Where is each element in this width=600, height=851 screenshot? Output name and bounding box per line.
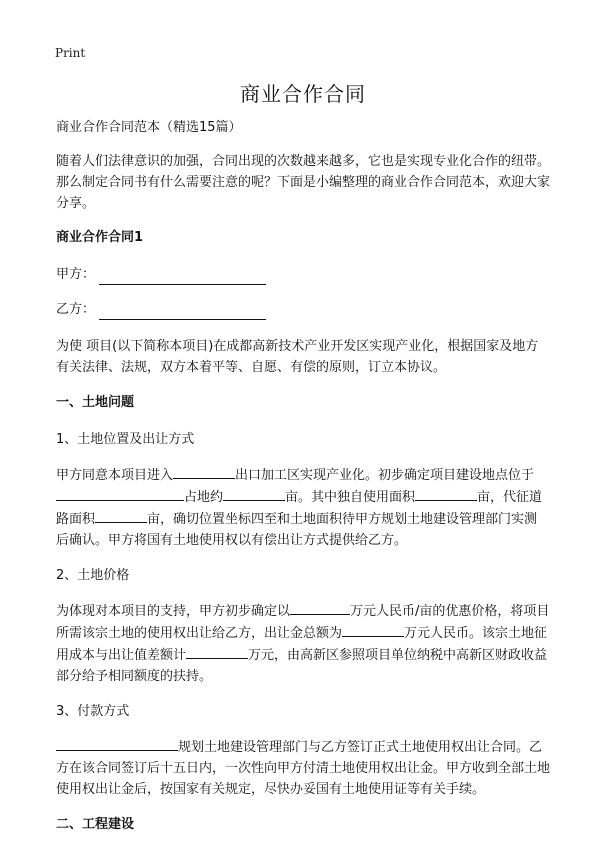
text-run: 规划土地建设管理部门与乙方签订正式土地使用权出让合同。乙方在该合同签订后十五日内，一次性向甲方付清土地使用权出让金。甲方收到全部土地使用权出让金后，按国家有关规定，尽快办妥国有土地使用证等有关手续。: [56, 740, 551, 797]
text-run: 万元，由高新区参照项目单位纳税中高新区财政收益部分给予相同额度的扶持。: [56, 648, 548, 684]
text-run: 出口加工区实现产业化。初步确定项目建设地点位于: [235, 468, 535, 483]
party-a-blank: [99, 267, 266, 285]
text-run: 万元人民币/亩的优惠价格，将项目所需该宗土地的使用权出让给乙方，出让金总额为: [56, 604, 550, 641]
party-b-label: 乙方：: [56, 302, 96, 317]
intro-paragraph: 随着人们法律意识的加强，合同出现的次数越来越多，它也是实现专业化合作的纽带。那么制定合同书有什么需要注意的呢？下面是小编整理的商业合作合同范本，欢迎大家分享。: [56, 154, 551, 211]
blank-line: [56, 736, 178, 751]
text-run: 亩，代征道路面积: [56, 490, 543, 527]
text-run: 为体现对本项目的支持，甲方初步确定以: [56, 604, 291, 619]
subsection-payment-heading: 3、付款方式: [56, 704, 130, 719]
contract-heading: 商业合作合同1: [56, 230, 144, 245]
blank-line: [56, 486, 184, 501]
print-link[interactable]: Print: [55, 46, 86, 60]
text-run: 亩。其中独自使用面积: [285, 490, 416, 505]
blank-line: [342, 622, 404, 637]
party-b-blank: [99, 302, 266, 320]
subsection-location-heading: 1、土地位置及出让方式: [56, 432, 195, 447]
land-location-paragraph: [56, 464, 550, 551]
party-a-field: [56, 264, 550, 285]
blank-line: [186, 644, 248, 659]
section-land-heading: 一、土地问题: [56, 395, 135, 410]
document-subtitle: 商业合作合同范本（精选15篇）: [56, 120, 242, 135]
blank-line: [95, 508, 147, 523]
section-construction-heading: 二、工程建设: [56, 817, 135, 832]
land-price-paragraph: [56, 600, 550, 687]
blank-line: [290, 600, 350, 615]
document-title: 商业合作合同: [240, 82, 366, 106]
party-b-field: [56, 299, 550, 320]
text-run: 占地约: [184, 490, 224, 505]
subsection-price-heading: 2、土地价格: [56, 568, 130, 583]
text-run: 亩，确切位置坐标四至和土地面积待甲方规划土地建设管理部门实测后确认。甲方将国有土地使用权以有偿出让方式提供给乙方。: [56, 512, 538, 548]
blank-line: [173, 464, 235, 479]
payment-paragraph: [56, 736, 550, 800]
text-run: 甲方同意本项目进入: [56, 468, 174, 483]
text-run: 万元人民币。该宗土地征用成本与出让值差额计: [56, 626, 548, 663]
document-body: [56, 78, 550, 851]
blank-line: [415, 486, 477, 501]
blank-line: [223, 486, 285, 501]
purpose-paragraph: 为使 项目(以下简称本项目)在成都高新技术产业开发区实现产业化，根据国家及地方有关法律、法规，双方本着平等、自愿、有偿的原则，订立本协议。: [56, 339, 539, 375]
party-a-label: 甲方：: [56, 267, 96, 282]
